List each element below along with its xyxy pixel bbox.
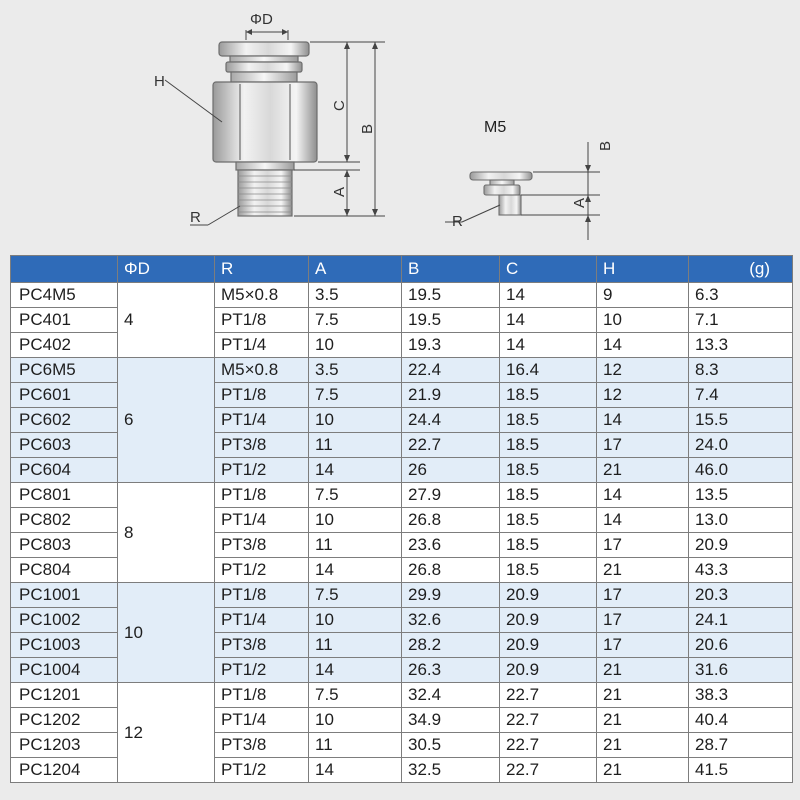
cell-h: 21 [597, 733, 689, 758]
cell-model: PC804 [11, 558, 118, 583]
cell-weight: 20.9 [689, 533, 793, 558]
cell-weight: 46.0 [689, 458, 793, 483]
cell-c: 18.5 [500, 558, 597, 583]
cell-r: PT1/4 [215, 508, 309, 533]
cell-r: M5×0.8 [215, 358, 309, 383]
cell-a: 7.5 [309, 308, 402, 333]
cell-model: PC1203 [11, 733, 118, 758]
cell-a: 11 [309, 433, 402, 458]
cell-a: 3.5 [309, 358, 402, 383]
table-row [11, 283, 793, 308]
table-row [11, 358, 793, 383]
table-header-row [11, 256, 793, 283]
cell-a: 11 [309, 533, 402, 558]
cell-r: PT1/4 [215, 333, 309, 358]
cell-b: 26.8 [402, 558, 500, 583]
cell-weight: 28.7 [689, 733, 793, 758]
cell-weight: 20.6 [689, 633, 793, 658]
cell-model: PC4M5 [11, 283, 118, 308]
cell-a: 10 [309, 333, 402, 358]
cell-a: 11 [309, 633, 402, 658]
cell-weight: 7.4 [689, 383, 793, 408]
header-b: B [402, 256, 500, 283]
cell-r: PT1/2 [215, 558, 309, 583]
cell-model: PC604 [11, 458, 118, 483]
cell-weight: 8.3 [689, 358, 793, 383]
cell-r: PT1/8 [215, 308, 309, 333]
cell-a: 7.5 [309, 383, 402, 408]
cell-r: PT1/2 [215, 758, 309, 783]
cell-model: PC6M5 [11, 358, 118, 383]
label-c: C [331, 100, 348, 111]
cell-model: PC1201 [11, 683, 118, 708]
header-od: ΦD [118, 256, 215, 283]
cell-h: 14 [597, 483, 689, 508]
cell-model: PC1004 [11, 658, 118, 683]
cell-c: 16.4 [500, 358, 597, 383]
cell-b: 28.2 [402, 633, 500, 658]
cell-b: 19.5 [402, 308, 500, 333]
cell-h: 21 [597, 758, 689, 783]
cell-r: PT1/8 [215, 383, 309, 408]
cell-b: 34.9 [402, 708, 500, 733]
cell-a: 3.5 [309, 283, 402, 308]
cell-c: 22.7 [500, 683, 597, 708]
cell-b: 19.5 [402, 283, 500, 308]
cell-weight: 13.5 [689, 483, 793, 508]
cell-model: PC401 [11, 308, 118, 333]
cell-weight: 43.3 [689, 558, 793, 583]
cell-a: 14 [309, 758, 402, 783]
cell-weight: 13.0 [689, 508, 793, 533]
cell-b: 22.4 [402, 358, 500, 383]
cell-a: 10 [309, 408, 402, 433]
header-c: C [500, 256, 597, 283]
cell-h: 12 [597, 383, 689, 408]
label-od: ΦD [250, 11, 273, 28]
cell-c: 14 [500, 333, 597, 358]
cell-h: 17 [597, 633, 689, 658]
cell-a: 10 [309, 708, 402, 733]
cell-c: 18.5 [500, 533, 597, 558]
cell-a: 10 [309, 608, 402, 633]
cell-c: 14 [500, 283, 597, 308]
cell-c: 22.7 [500, 708, 597, 733]
cell-od: 6 [118, 358, 215, 483]
fitting-drawing [0, 0, 800, 250]
label-h: H [154, 73, 165, 90]
cell-c: 18.5 [500, 458, 597, 483]
cell-b: 32.5 [402, 758, 500, 783]
cell-h: 14 [597, 333, 689, 358]
header-model [11, 256, 118, 283]
cell-h: 21 [597, 458, 689, 483]
cell-c: 20.9 [500, 583, 597, 608]
cell-r: PT3/8 [215, 633, 309, 658]
cell-b: 19.3 [402, 333, 500, 358]
cell-a: 7.5 [309, 483, 402, 508]
cell-model: PC1002 [11, 608, 118, 633]
label-r: R [190, 209, 201, 226]
cell-h: 14 [597, 408, 689, 433]
table-body [11, 283, 793, 783]
cell-weight: 7.1 [689, 308, 793, 333]
m5-label-a: A [571, 197, 588, 208]
table-row [11, 583, 793, 608]
spec-table [10, 255, 793, 783]
cell-model: PC601 [11, 383, 118, 408]
cell-c: 18.5 [500, 433, 597, 458]
cell-h: 21 [597, 558, 689, 583]
cell-b: 29.9 [402, 583, 500, 608]
cell-weight: 20.3 [689, 583, 793, 608]
cell-weight: 38.3 [689, 683, 793, 708]
cell-od: 4 [118, 283, 215, 358]
cell-weight: 15.5 [689, 408, 793, 433]
cell-a: 7.5 [309, 583, 402, 608]
cell-model: PC1202 [11, 708, 118, 733]
label-b: B [359, 123, 376, 134]
cell-weight: 41.5 [689, 758, 793, 783]
cell-b: 23.6 [402, 533, 500, 558]
cell-a: 10 [309, 508, 402, 533]
cell-c: 18.5 [500, 383, 597, 408]
cell-a: 7.5 [309, 683, 402, 708]
cell-b: 21.9 [402, 383, 500, 408]
cell-model: PC1001 [11, 583, 118, 608]
cell-b: 26.8 [402, 508, 500, 533]
label-a: A [331, 186, 348, 197]
cell-h: 21 [597, 683, 689, 708]
cell-r: PT1/2 [215, 658, 309, 683]
cell-c: 20.9 [500, 633, 597, 658]
cell-b: 30.5 [402, 733, 500, 758]
cell-r: PT1/2 [215, 458, 309, 483]
cell-b: 24.4 [402, 408, 500, 433]
cell-b: 32.6 [402, 608, 500, 633]
cell-model: PC402 [11, 333, 118, 358]
cell-h: 17 [597, 533, 689, 558]
cell-c: 18.5 [500, 483, 597, 508]
cell-r: PT1/8 [215, 683, 309, 708]
cell-model: PC603 [11, 433, 118, 458]
table-row [11, 683, 793, 708]
cell-od: 10 [118, 583, 215, 683]
cell-r: M5×0.8 [215, 283, 309, 308]
cell-b: 22.7 [402, 433, 500, 458]
m5-label-r: R [452, 213, 463, 230]
cell-weight: 13.3 [689, 333, 793, 358]
cell-r: PT3/8 [215, 533, 309, 558]
cell-r: PT3/8 [215, 433, 309, 458]
cell-h: 17 [597, 608, 689, 633]
cell-weight: 24.0 [689, 433, 793, 458]
cell-h: 14 [597, 508, 689, 533]
cell-weight: 40.4 [689, 708, 793, 733]
table-row [11, 483, 793, 508]
cell-c: 20.9 [500, 608, 597, 633]
cell-h: 10 [597, 308, 689, 333]
m5-dimension-lines [445, 142, 600, 240]
cell-weight: 24.1 [689, 608, 793, 633]
header-r: R [215, 256, 309, 283]
cell-h: 12 [597, 358, 689, 383]
header-a: A [309, 256, 402, 283]
cell-od: 12 [118, 683, 215, 783]
cell-r: PT1/4 [215, 408, 309, 433]
cell-od: 8 [118, 483, 215, 583]
header-weight: (g) [689, 256, 793, 283]
cell-r: PT1/8 [215, 483, 309, 508]
m5-fitting [470, 172, 532, 215]
cell-model: PC1204 [11, 758, 118, 783]
cell-c: 22.7 [500, 758, 597, 783]
cell-b: 32.4 [402, 683, 500, 708]
cell-b: 27.9 [402, 483, 500, 508]
cell-a: 11 [309, 733, 402, 758]
m5-label-b: B [597, 140, 614, 151]
cell-r: PT1/8 [215, 583, 309, 608]
cell-b: 26.3 [402, 658, 500, 683]
cell-weight: 6.3 [689, 283, 793, 308]
cell-h: 17 [597, 433, 689, 458]
cell-model: PC1003 [11, 633, 118, 658]
cell-h: 17 [597, 583, 689, 608]
cell-h: 21 [597, 658, 689, 683]
cell-r: PT1/4 [215, 708, 309, 733]
cell-model: PC801 [11, 483, 118, 508]
cell-b: 26 [402, 458, 500, 483]
header-h: H [597, 256, 689, 283]
cell-h: 9 [597, 283, 689, 308]
cell-a: 14 [309, 458, 402, 483]
cell-r: PT3/8 [215, 733, 309, 758]
cell-a: 14 [309, 558, 402, 583]
cell-a: 14 [309, 658, 402, 683]
cell-c: 18.5 [500, 508, 597, 533]
cell-model: PC803 [11, 533, 118, 558]
cell-r: PT1/4 [215, 608, 309, 633]
cell-c: 20.9 [500, 658, 597, 683]
cell-c: 22.7 [500, 733, 597, 758]
cell-c: 18.5 [500, 408, 597, 433]
cell-model: PC602 [11, 408, 118, 433]
cell-c: 14 [500, 308, 597, 333]
cell-model: PC802 [11, 508, 118, 533]
cell-weight: 31.6 [689, 658, 793, 683]
main-fitting [213, 42, 317, 216]
m5-title: M5 [484, 119, 507, 136]
cell-h: 21 [597, 708, 689, 733]
